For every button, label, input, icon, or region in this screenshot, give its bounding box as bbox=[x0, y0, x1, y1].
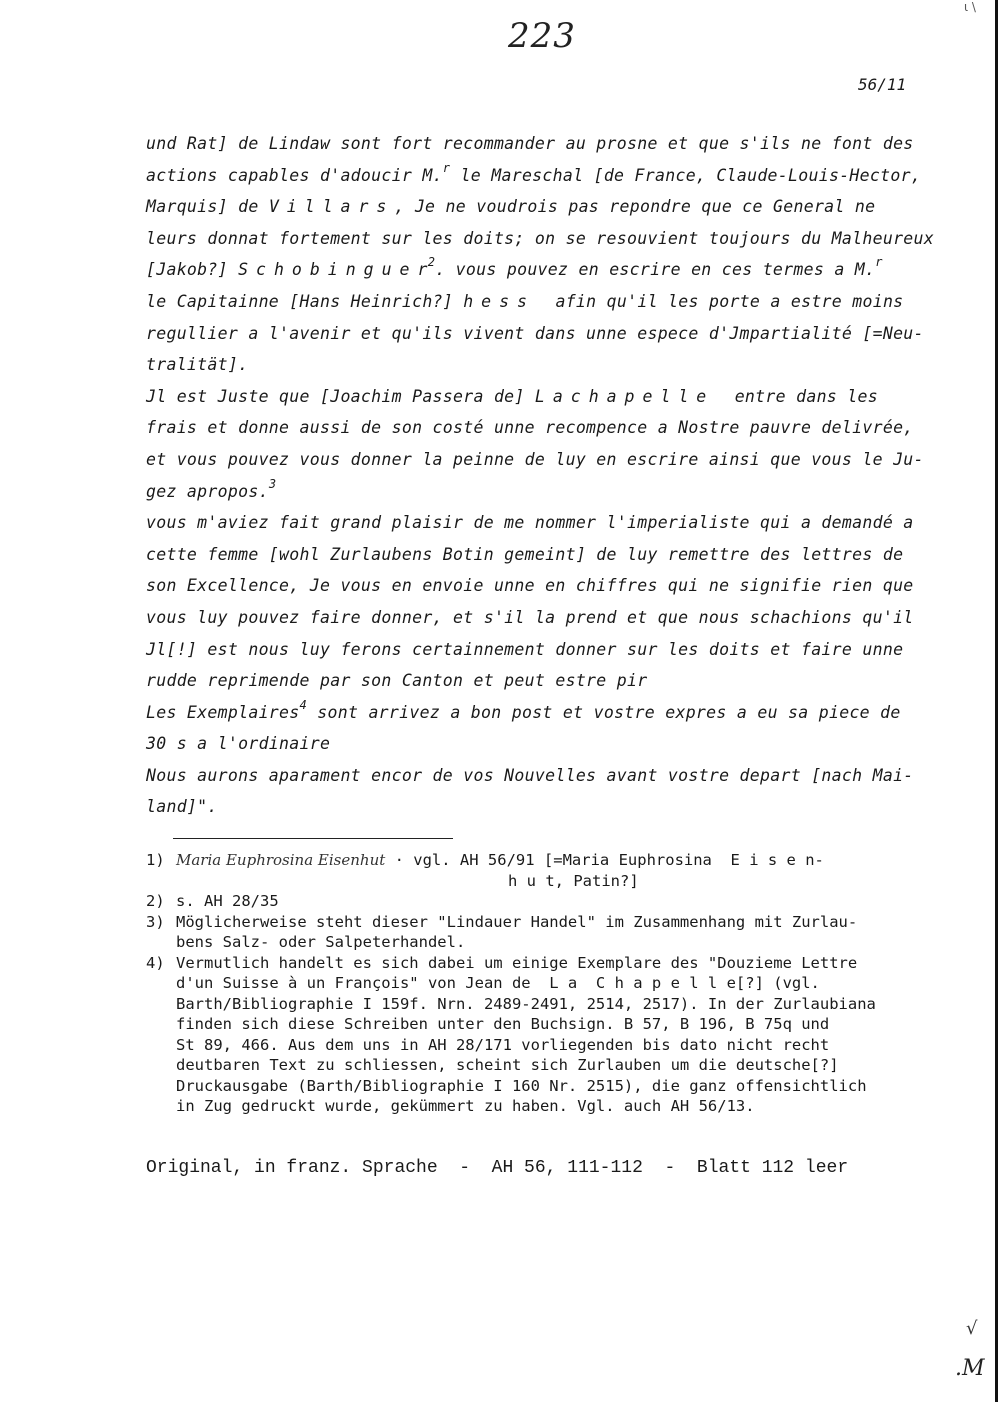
body-line: rudde reprimende par son Canton et peut estre pir bbox=[146, 671, 648, 691]
check-mark: √ bbox=[966, 1318, 978, 1339]
footnote-rule bbox=[173, 838, 453, 839]
footnotes bbox=[146, 850, 926, 1117]
body-line: actions capables d'adoucir M.$^r$ le Mareschal [de France, Claude-Louis-Hector, bbox=[146, 160, 922, 185]
source-footer: Original, in franz. Sprache - AH 56, 111-112 - Blatt 112 leer bbox=[146, 1158, 849, 1178]
body-line: vous luy pouvez faire donner, et s'il la prend et que nous schachions qu'il bbox=[146, 607, 914, 627]
body-line: Jl est Juste que [Joachim Passera de] Lachapelle entre dans les bbox=[146, 386, 878, 406]
body-line: Les Exemplaires$^4$ sont arrivez a bon post et vostre expres a eu sa piece de bbox=[146, 697, 901, 722]
body-line: le Capitainne [Hans Heinrich?] hess afin qu'il les porte a estre moins bbox=[146, 291, 904, 311]
footnote-4: 4) Vermutlich handelt es sich dabei um einige Exemplare des "Douzieme Lettre d'un Suisse à un François" von Jean de L a C h a p e l l e[?] (vgl. Barth/Bibliographie I 159f. Nrn. 2489-2491, 2514, 2517). In der Zurlaubiana finden sich diese Schreiben unter den Buchsign. B 57, B 196, B 75q und St 89, 466. Aus dem uns in AH 28/171 vorliegenden bis dato nicht recht deutbaren Text zu schliessen, scheint sich Zurlauben um die deutsche[?] Druckausgabe (Barth/Bibliographie I 160 Nr. 2515), die ganz offensichtlich in Zug gedruckt wurde, gekümmert zu haben. Vgl. auch AH 56/13. bbox=[146, 953, 876, 1115]
body-line: leurs donnat fortement sur les doits; on se resouvient toujours du Malheureux bbox=[146, 228, 935, 248]
body-line: cette femme [wohl Zurlaubens Botin gemeint] de luy remettre des lettres de bbox=[146, 544, 904, 564]
footnote-2: 2) s. AH 28/35 bbox=[146, 892, 279, 910]
footnote-3: 3) Möglicherweise steht dieser "Lindauer Handel" im Zusammenhang mit Zurlau- bens Salz- oder Salpeterhandel. bbox=[146, 912, 858, 951]
spaced-name-hess: hess bbox=[463, 291, 535, 311]
body-line: Jl[!] est nous luy ferons certainnement donner sur les doits et faire unne bbox=[146, 639, 904, 659]
footnote-1: 1) Maria Euphrosina Eisenhut · vgl. AH 56/91 [=Maria Euphrosina E i s e n- h u t, Patin?] bbox=[146, 851, 824, 890]
body-line: tralität]. bbox=[146, 355, 249, 375]
body-line: Marquis] de Villars, Je ne voudrois pas repondre que ce General ne bbox=[146, 197, 876, 217]
body-line: regullier a l'avenir et qu'ils vivent dans unne espece d'Jmpartialité [=Neu- bbox=[146, 323, 924, 343]
letter-body bbox=[146, 128, 935, 823]
body-line: 30 s a l'ordinaire bbox=[146, 734, 331, 754]
spaced-name-lachapelle: Lachapelle bbox=[534, 386, 715, 406]
body-line: Nous aurons aparament encor de vos Nouvelles avant vostre depart [nach Mai- bbox=[146, 765, 914, 785]
page-reference: 56/11 bbox=[858, 75, 907, 94]
body-line: son Excellence, Je vous en envoie unne en chiffres qui ne signifie rien que bbox=[146, 576, 914, 596]
body-line: frais et donne aussi de son costé unne recompence a Nostre pauvre delivrée, bbox=[146, 418, 914, 438]
spaced-name-villars: Villars bbox=[268, 197, 395, 217]
body-line: und Rat] de Lindaw sont fort recommander au prosne et que s'ils ne font des bbox=[146, 134, 914, 153]
handwritten-page-number: 223 bbox=[508, 16, 576, 56]
body-line: et vous pouvez vous donner la peinne de luy en escrire ainsi que vous le Ju- bbox=[146, 449, 924, 469]
corner-initials: .M bbox=[955, 1356, 985, 1381]
handwritten-annotation: Maria Euphrosina Eisenhut bbox=[176, 851, 386, 869]
body-line: [Jakob?] Schobinguer$^2$. vous pouvez en escrire en ces termes a M.$^r$ bbox=[146, 255, 883, 280]
body-line: land]". bbox=[146, 797, 218, 817]
body-line: gez apropos.$^3$ bbox=[146, 476, 277, 501]
top-corner-ticks: ι \ bbox=[964, 0, 976, 14]
page-border bbox=[995, 0, 998, 1402]
body-line: vous m'aviez fait grand plaisir de me nommer l'imperialiste qui a demandé a bbox=[146, 513, 914, 533]
spaced-name-schobinguer: Schobingue bbox=[238, 260, 418, 280]
